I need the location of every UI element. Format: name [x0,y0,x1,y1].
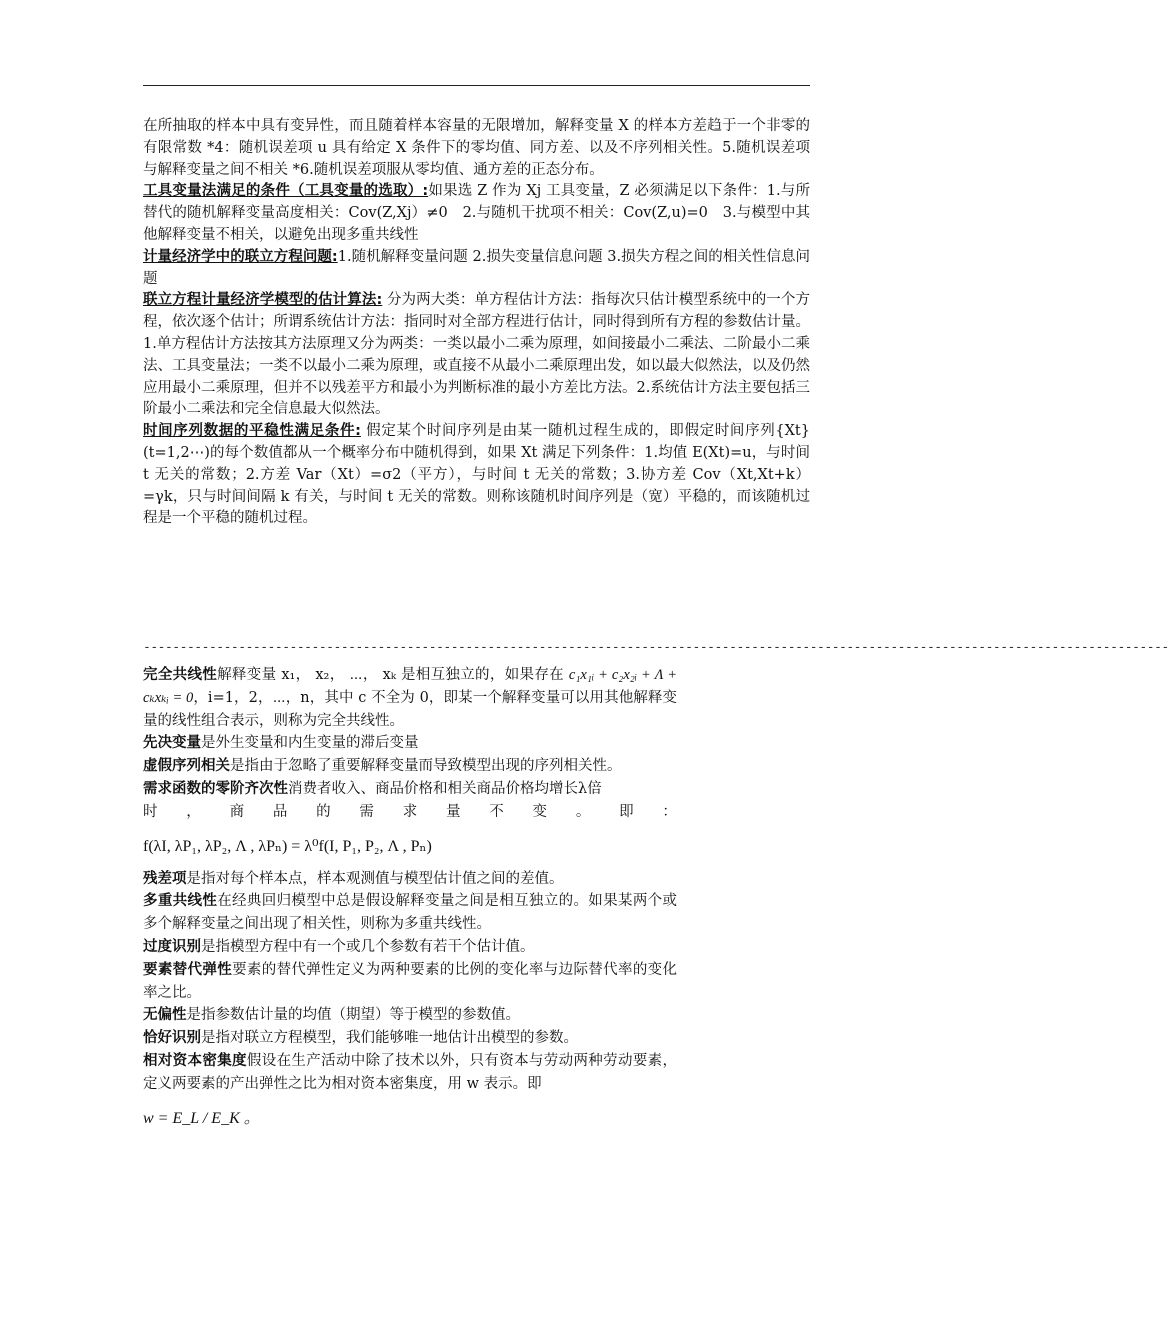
section-heading: 时间序列数据的平稳性满足条件: [143,423,361,440]
definition-body: 是指对每个样本点，样本观测值与模型估计值之间的差值。 [186,870,564,887]
section-heading: 联立方程计量经济学模型的估计算法: [143,292,383,309]
definition-body: 在经典回归模型中总是假设解释变量之间是相互独立的。如果某两个或多个解释变量之间出现了相关性，则称为多重共线性。 [143,893,678,933]
section-estimation-methods [143,290,810,421]
collinearity-equation: c₁x₁ᵢ + c₂x₂ᵢ + Λ + cₖxₖᵢ = 0 [143,667,677,706]
definition-body: 是指由于忽略了重要解释变量而导致模型出现的序列相关性。 [230,758,622,775]
definition-body: 是指对联立方程模型，我们能够唯一地估计出模型的参数。 [201,1030,578,1047]
spread-char: ， [186,803,201,820]
definition-exact-identification [143,1027,677,1050]
definition-term: 过度识别 [143,938,201,955]
definition-unbiasedness [143,1004,677,1027]
spread-char: 即 [619,803,634,820]
section-body: 如果选 Z 作为 Xj 工具变量，Z 必须满足以下条件：1.与所替代的随机解释变量高度相关：Cov(Z,Xj）≠0 2.与随机干扰项不相关：Cov(Z,u)=0 3.与模型中其他解释变量不相关，以避免出现多重共线性 [143,183,810,243]
spread-char: 求 [402,803,418,820]
section-heading: 工具变量法满足的条件（工具变量的选取）: [143,183,429,200]
section-body: 1.随机解释变量问题 2.损失变量信息问题 3.损失方程之间的相关性信息问题 [143,248,810,287]
definition-body: 是指模型方程中有一个或几个参数有若干个估计值。 [201,938,535,955]
section-instrumental-variables [143,181,810,246]
definition-spurious-serial-correlation [143,755,677,778]
definition-term: 需求函数的零阶齐次性 [143,780,288,797]
definition-body: 消费者收入、商品价格和相关商品价格均增长λ倍 [288,780,602,797]
spread-char: 品 [272,803,288,820]
spread-char: 不 [489,803,504,820]
section-stationarity [143,421,810,530]
paragraph-assumptions: 在所抽取的样本中具有变异性，而且随着样本容量的无限增加，解释变量 X 的样本方差趋于一个非零的有限常数 *4：随机误差项 u 具有给定 X 条件下的零均值、同方差、以及不序列相关性。5.随机误差项与解释变量之间不相关 *6.随机误差项服从零均值、通方差的正态分布。 [143,118,810,178]
definition-body: 要素的替代弹性定义为两种要素的比例的变化率与边际替代率的变化率之比。 [143,961,678,1001]
definition-relative-capital-intensity [143,1050,677,1096]
definition-term: 多重共线性 [143,893,218,910]
capital-intensity-formula: w = E_L / E_K 。 [143,1109,260,1127]
definition-term: 先决变量 [143,735,201,752]
definition-term: 完全共线性 [143,667,218,683]
spread-char: 。 [575,803,591,820]
spread-line [143,801,677,824]
spread-char: 时 [143,803,158,820]
definition-predetermined-variables [143,732,677,755]
demand-homogeneity-formula: f(λI, λP₁, λP₂, Λ , λPₙ) = λ⁰f(I, P₁, P₂, Λ , Pₙ) [143,837,432,855]
dashed-separator: -------------------------------------------------------------------------------------------------------------------------------------------- [143,640,1169,655]
spread-char: 变 [532,803,548,820]
section-body: 分为两大类：单方程估计方法：指每次只估计模型系统中的一个方程，依次逐个估计；所谓系统估计方法：指同时对全部方程进行估计，同时得到所有方程的参数估计量。1.单方程估计方法按其方法原理又分为两类：一类以最小二乘为原理，如间接最小二乘法、二阶最小二乘法、工具变量法；一类不以最小二乘为原理，或直接不从最小二乘原理出发，如以最大似然法，以及仍然应用最小二乘原理，但并不以残差平方和最小为判断标准的最小方差比方法。2.系统估计方法主要包括三阶最小二乘法和完全信息最大似然法。 [143,292,810,418]
definition-term: 无偏性 [143,1007,187,1024]
spread-char: 商 [229,803,245,820]
spread-char: 的 [316,803,331,820]
definition-body: 解释变量 x₁， x₂， ⋯， xₖ 是相互独立的，如果存在 [217,667,564,683]
definition-body: 是外生变量和内生变量的滞后变量 [201,735,419,752]
upper-text-block [143,116,810,530]
section-simultaneous-equations [143,247,810,291]
definition-elasticity-of-substitution [143,959,677,1005]
definition-residual [143,868,677,891]
spread-char: 需 [359,803,374,820]
definition-perfect-collinearity [143,664,677,732]
definition-body: 是指参数估计量的均值（期望）等于模型的参数值。 [186,1007,520,1024]
definition-multicollinearity [143,890,677,936]
spread-char: ： [662,803,677,820]
spread-char: 量 [445,803,461,820]
section-body: 假定某个时间序列是由某一随机过程生成的，即假定时间序列{Xt}(t=1,2⋯)的每个数值都从一个概率分布中随机得到，如果 Xt 满足下列条件：1.均值 E(Xt)=u，与时间 t 无关的常数；2.方差 Var（Xt）=σ2（平方），与时间 t 无关的常数；3.协方差 Cov（Xt,Xt+k）=γk，只与时间间隔 k 有关，与时间 t 无关的常数。则称该随机时间序列是（宽）平稳的，而该随机过程是一个平稳的随机过程。 [143,423,810,527]
definition-term: 虚假序列相关 [143,758,230,775]
definition-term: 残差项 [143,870,187,887]
definitions-block [143,664,677,1140]
header-rule [143,85,810,86]
definition-zero-homogeneity [143,778,677,801]
definition-term: 相对资本密集度 [143,1052,247,1069]
definition-term: 要素替代弹性 [143,961,233,978]
definition-body: ，i=1，2，⋯，n，其中 c 不全为 0，即某一个解释变量可以用其他解释变量的线性组合表示，则称为完全共线性。 [143,689,677,729]
definition-body: 假设在生产活动中除了技术以外，只有资本与劳动两种劳动要素，定义两要素的产出弹性之比为相对资本密集度，用 w 表示。即 [143,1052,678,1092]
definition-over-identification [143,936,677,959]
definition-term: 恰好识别 [143,1030,201,1047]
section-heading: 计量经济学中的联立方程问题: [143,248,338,265]
